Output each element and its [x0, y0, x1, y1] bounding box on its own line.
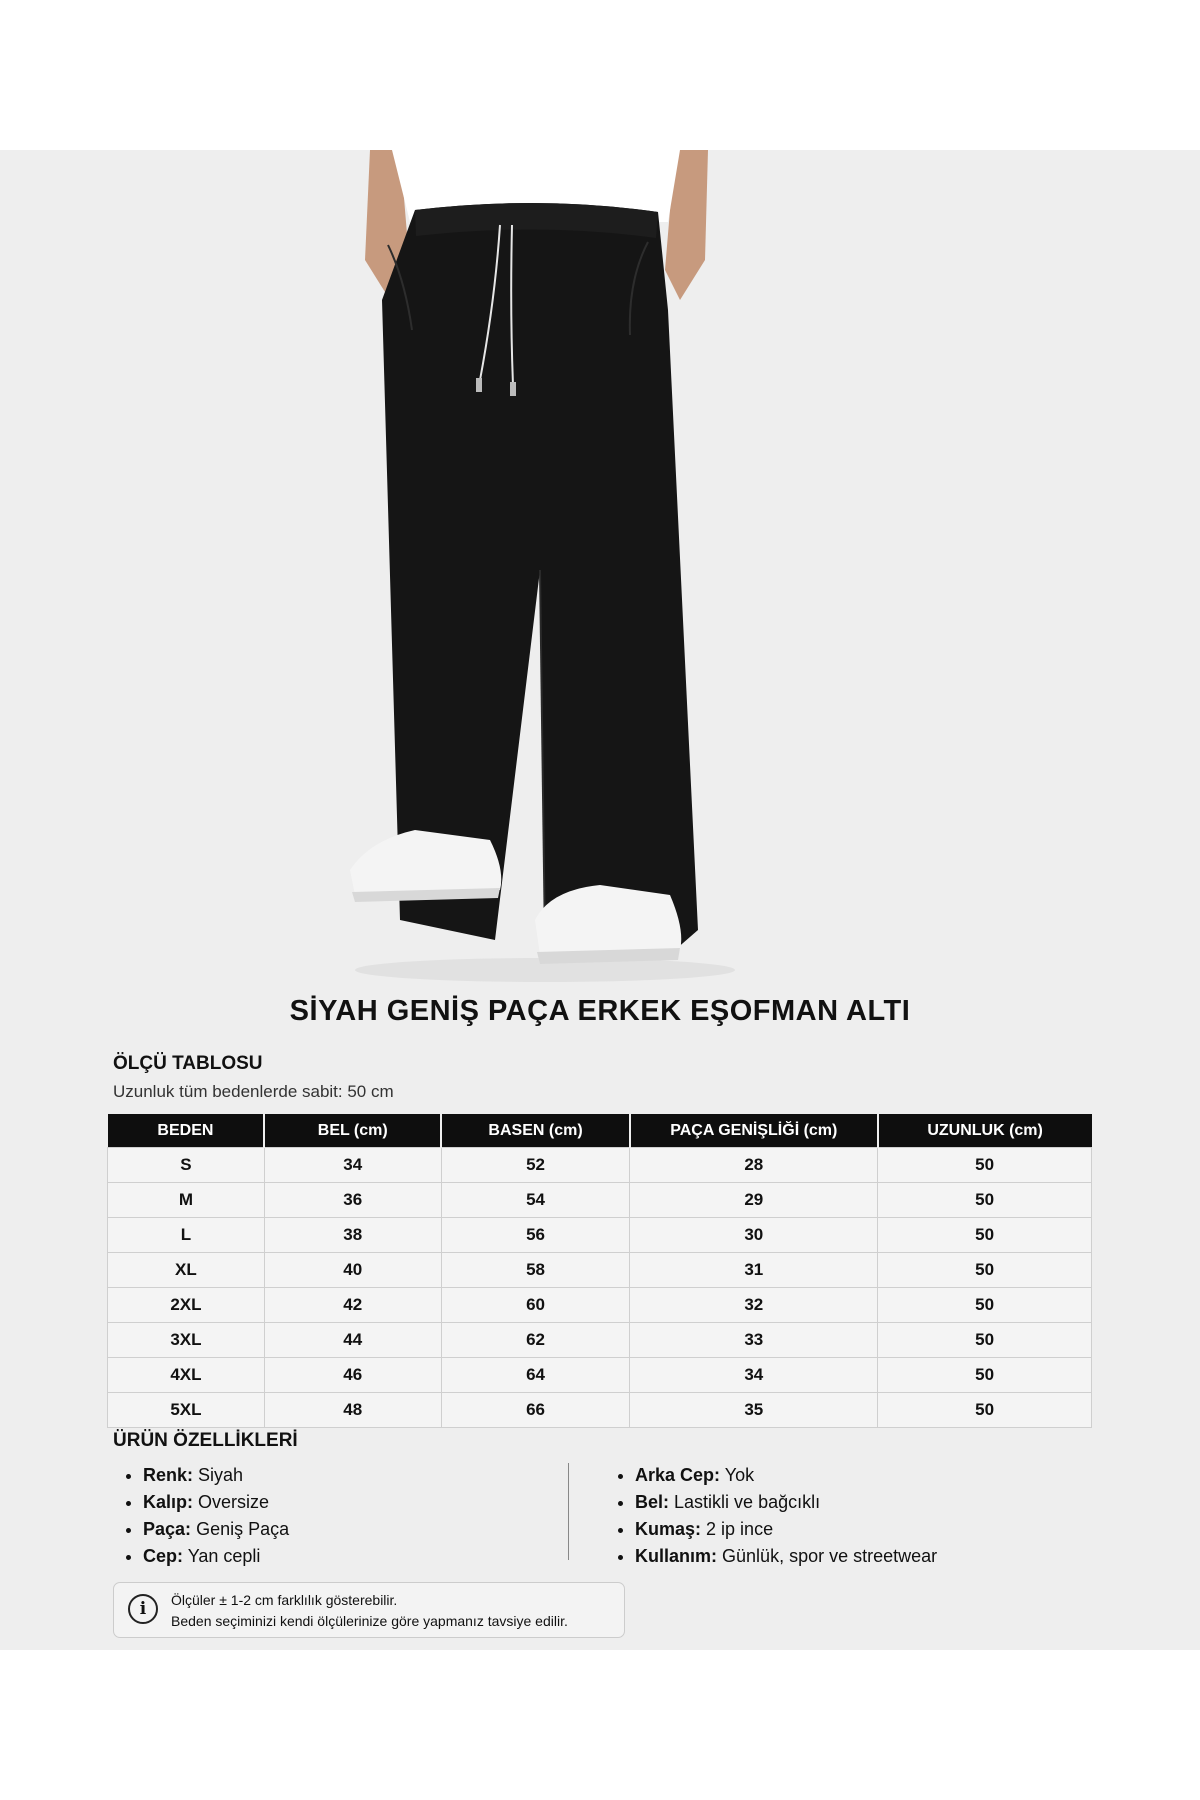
table-cell: 50: [878, 1393, 1092, 1428]
table-cell: 50: [878, 1183, 1092, 1218]
table-cell: S: [108, 1148, 265, 1183]
table-cell: 29: [630, 1183, 878, 1218]
table-cell: 40: [264, 1253, 441, 1288]
info-icon: i: [128, 1594, 158, 1624]
size-table: [107, 1114, 1092, 1428]
table-row: [108, 1323, 1092, 1358]
table-row: [108, 1288, 1092, 1323]
table-cell: 50: [878, 1358, 1092, 1393]
measurement-notice: [113, 1582, 625, 1638]
feature-item: [635, 1489, 937, 1516]
table-cell: 34: [630, 1358, 878, 1393]
table-cell: 50: [878, 1148, 1092, 1183]
table-cell: 42: [264, 1288, 441, 1323]
notice-line: Ölçüler ± 1-2 cm farklılık gösterebilir.: [171, 1592, 398, 1608]
table-cell: 35: [630, 1393, 878, 1428]
feature-item: [635, 1462, 937, 1489]
table-row: [108, 1393, 1092, 1428]
feature-label: Renk:: [143, 1465, 194, 1485]
feature-label: Kullanım:: [635, 1546, 718, 1566]
table-row: [108, 1148, 1092, 1183]
table-cell: 50: [878, 1323, 1092, 1358]
table-cell: XL: [108, 1253, 265, 1288]
feature-value: Geniş Paça: [196, 1519, 290, 1539]
features-list-right: [605, 1462, 937, 1570]
table-cell: 64: [441, 1358, 630, 1393]
feature-item: [635, 1543, 937, 1570]
feature-label: Bel:: [635, 1492, 670, 1512]
table-cell: 50: [878, 1288, 1092, 1323]
table-cell: 28: [630, 1148, 878, 1183]
column-header: UZUNLUK (cm): [878, 1114, 1092, 1148]
table-cell: 30: [630, 1218, 878, 1253]
table-cell: 33: [630, 1323, 878, 1358]
table-cell: 50: [878, 1218, 1092, 1253]
table-cell: 66: [441, 1393, 630, 1428]
table-cell: 58: [441, 1253, 630, 1288]
feature-item: [143, 1543, 289, 1570]
table-row: [108, 1183, 1092, 1218]
table-cell: 48: [264, 1393, 441, 1428]
feature-item: [143, 1462, 289, 1489]
features-divider: [568, 1463, 569, 1560]
column-header: BASEN (cm): [441, 1114, 630, 1148]
table-cell: 2XL: [108, 1288, 265, 1323]
features-heading: ÜRÜN ÖZELLİKLERİ: [113, 1430, 298, 1451]
table-cell: 38: [264, 1218, 441, 1253]
feature-label: Kumaş:: [635, 1519, 702, 1539]
feature-label: Arka Cep:: [635, 1465, 721, 1485]
product-photo: [330, 150, 780, 1010]
table-cell: 60: [441, 1288, 630, 1323]
column-header: BEL (cm): [264, 1114, 441, 1148]
feature-label: Paça:: [143, 1519, 192, 1539]
table-cell: 32: [630, 1288, 878, 1323]
feature-item: [143, 1516, 289, 1543]
size-chart-heading: ÖLÇÜ TABLOSU: [113, 1053, 263, 1074]
feature-label: Cep:: [143, 1546, 183, 1566]
table-cell: 46: [264, 1358, 441, 1393]
table-cell: 34: [264, 1148, 441, 1183]
table-cell: 31: [630, 1253, 878, 1288]
column-header: PAÇA GENİŞLİĞİ (cm): [630, 1114, 878, 1148]
table-cell: 4XL: [108, 1358, 265, 1393]
column-header: BEDEN: [108, 1114, 265, 1148]
table-cell: 62: [441, 1323, 630, 1358]
table-cell: M: [108, 1183, 265, 1218]
table-cell: 52: [441, 1148, 630, 1183]
size-table-header: [108, 1114, 1092, 1148]
features-list-left: [113, 1462, 289, 1570]
table-row: [108, 1218, 1092, 1253]
table-cell: 54: [441, 1183, 630, 1218]
feature-item: [143, 1489, 289, 1516]
feature-value: Oversize: [198, 1492, 270, 1512]
table-cell: 44: [264, 1323, 441, 1358]
notice-line: Beden seçiminizi kendi ölçülerinize göre yapmanız tavsiye edilir.: [171, 1613, 568, 1629]
feature-value: Günlük, spor ve streetwear: [722, 1546, 938, 1566]
size-chart-note: Uzunluk tüm bedenlerde sabit: 50 cm: [113, 1082, 394, 1101]
table-cell: 56: [441, 1218, 630, 1253]
feature-value: Siyah: [198, 1465, 244, 1485]
table-cell: L: [108, 1218, 265, 1253]
feature-label: Kalıp:: [143, 1492, 194, 1512]
table-cell: 3XL: [108, 1323, 265, 1358]
table-row: [108, 1253, 1092, 1288]
feature-value: Lastikli ve bağcıklı: [674, 1492, 821, 1512]
table-cell: 5XL: [108, 1393, 265, 1428]
feature-value: 2 ip ince: [706, 1519, 774, 1539]
table-row: [108, 1358, 1092, 1393]
product-title: SİYAH GENİŞ PAÇA ERKEK EŞOFMAN ALTI: [289, 995, 911, 1027]
table-cell: 36: [264, 1183, 441, 1218]
table-cell: 50: [878, 1253, 1092, 1288]
feature-value: Yan cepli: [187, 1546, 261, 1566]
feature-item: [635, 1516, 937, 1543]
feature-value: Yok: [724, 1465, 755, 1485]
